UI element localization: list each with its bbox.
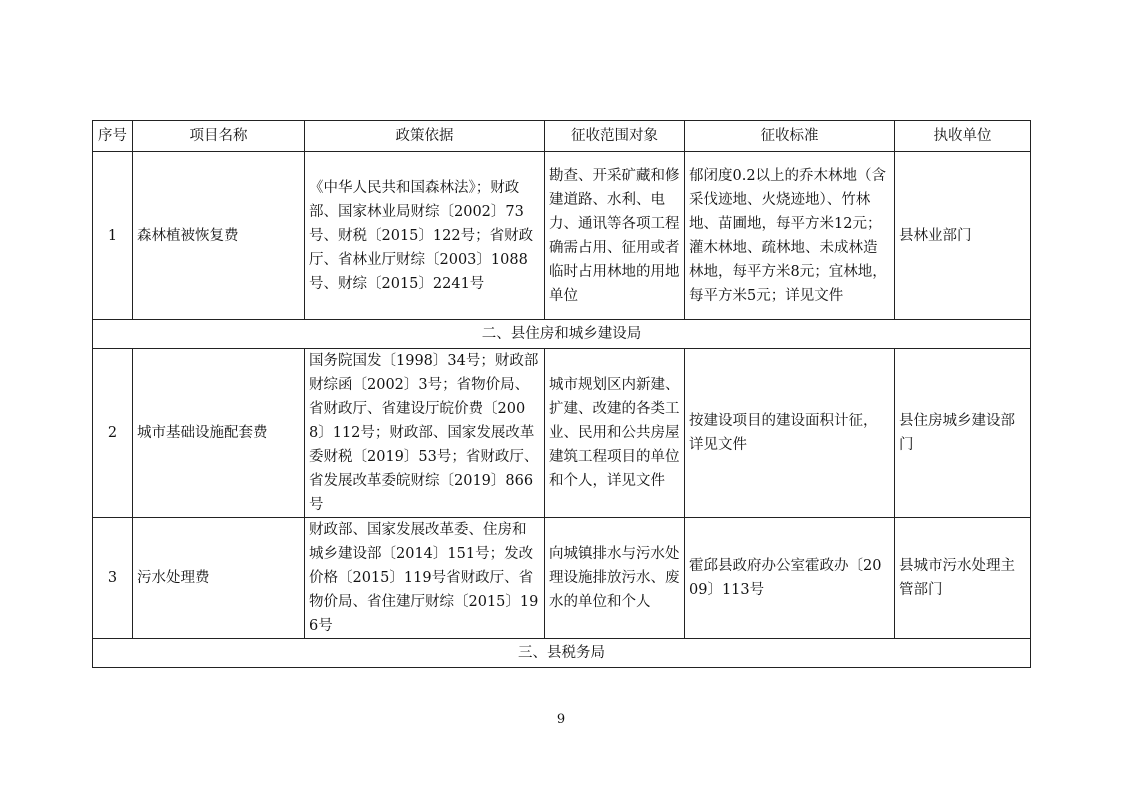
row-scope: 向城镇排水与污水处理设施排放污水、废水的单位和个人 <box>545 518 685 639</box>
row-standard: 按建设项目的建设面积计征，详见文件 <box>685 349 895 518</box>
row-scope: 城市规划区内新建、扩建、改建的各类工业、民用和公共房屋建筑工程项目的单位和个人，详见文件 <box>545 349 685 518</box>
row-no: 2 <box>93 349 133 518</box>
row-no: 3 <box>93 518 133 639</box>
header-cell-no: 序号 <box>93 121 133 152</box>
section-row <box>93 320 1031 349</box>
row-name: 污水处理费 <box>133 518 305 639</box>
section-title: 三、县税务局 <box>93 639 1031 668</box>
row-standard: 霍邱县政府办公室霍政办〔2009〕113号 <box>685 518 895 639</box>
row-unit: 县住房城乡建设部门 <box>895 349 1031 518</box>
row-name: 城市基础设施配套费 <box>133 349 305 518</box>
page-number: 9 <box>556 712 566 727</box>
header-cell-scope: 征收范围对象 <box>545 121 685 152</box>
table-row <box>93 349 1031 518</box>
row-basis: 《中华人民共和国森林法》；财政部、国家林业局财综〔2002〕73号、财税〔2015〕122号；省财政厅、省林业厅财综〔2003〕1088号、财综〔2015〕2241号 <box>305 152 545 320</box>
row-no: 1 <box>93 152 133 320</box>
row-basis: 财政部、国家发展改革委、住房和城乡建设部〔2014〕151号；发改价格〔2015〕119号省财政厅、省物价局、省住建厅财综〔2015〕196号 <box>305 518 545 639</box>
section-row <box>93 639 1031 668</box>
header-cell-unit: 执收单位 <box>895 121 1031 152</box>
section-title: 二、县住房和城乡建设局 <box>93 320 1031 349</box>
row-scope: 勘查、开采矿藏和修建道路、水利、电力、通讯等各项工程确需占用、征用或者临时占用林地的用地单位 <box>545 152 685 320</box>
header-cell-name: 项目名称 <box>133 121 305 152</box>
row-standard: 郁闭度0.2以上的乔木林地（含采伐迹地、火烧迹地）、竹林地、苗圃地，每平方米12元；灌木林地、疏林地、未成林造林地，每平方米8元；宜林地，每平方米5元；详见文件 <box>685 152 895 320</box>
row-unit: 县城市污水处理主管部门 <box>895 518 1031 639</box>
header-cell-basis: 政策依据 <box>305 121 545 152</box>
row-basis: 国务院国发〔1998〕34号；财政部财综函〔2002〕3号；省物价局、省财政厅、省建设厅皖价费〔2008〕112号；财政部、国家发展改革委财税〔2019〕53号；省财政厅、省发展改革委皖财综〔2019〕866号 <box>305 349 545 518</box>
row-name: 森林植被恢复费 <box>133 152 305 320</box>
header-cell-standard: 征收标准 <box>685 121 895 152</box>
table-row <box>93 152 1031 320</box>
table-header-row <box>93 121 1031 152</box>
row-unit: 县林业部门 <box>895 152 1031 320</box>
fee-table <box>92 120 1031 668</box>
table-row <box>93 518 1031 639</box>
